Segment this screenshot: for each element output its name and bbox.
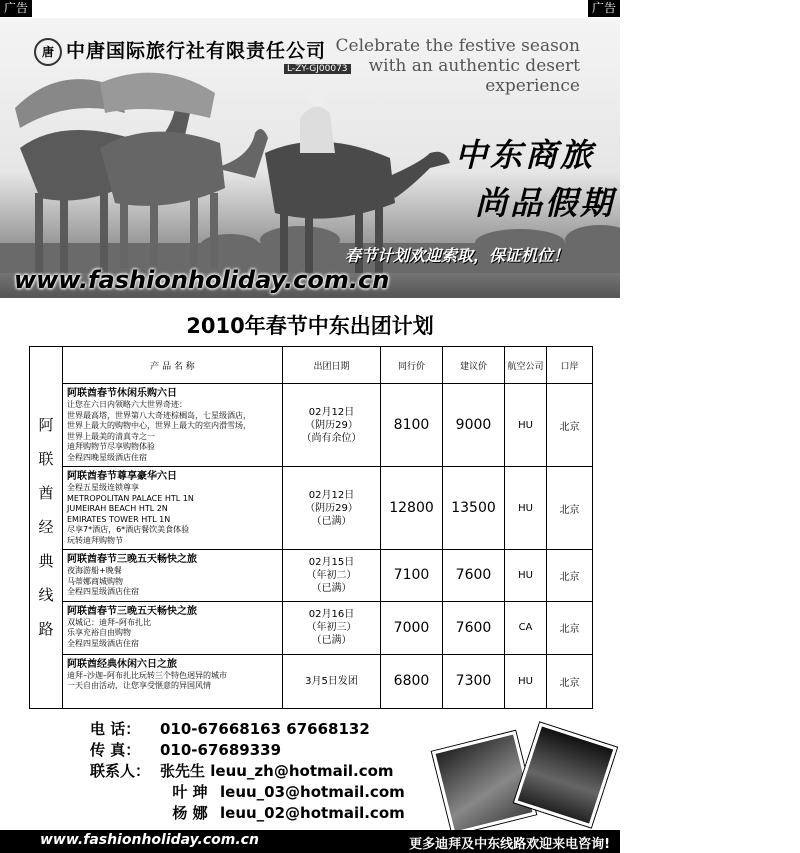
footer-note: 更多迪拜及中东线路欢迎来电咨询! (409, 837, 610, 852)
trade-price: 7000 (381, 601, 443, 654)
promo-callout: 春节计划欢迎索取，保证机位！ (345, 246, 570, 265)
departure-date: 02月12日 （阴历29） （尚有余位） (283, 384, 381, 467)
contact-email[interactable]: leuu_zh@hotmail.com (210, 762, 394, 780)
table-row (30, 550, 593, 602)
contact-label: 联系人： (90, 762, 151, 780)
hero-banner (0, 18, 620, 298)
product-cell: 阿联酋春节三晚五天畅快之旅 双城记：迪拜–阿布扎比 乐享充裕自由购物 全程四星级酒店住宿 (63, 601, 283, 654)
company-name: 中唐国际旅行社有限责任公司 (66, 40, 327, 62)
contact-person-row (90, 761, 405, 782)
col-header-suggested-price: 建议价 (443, 347, 505, 384)
contact-name: 杨 娜 (172, 804, 208, 822)
contact-email[interactable]: leuu_02@hotmail.com (220, 804, 405, 822)
phone-number[interactable]: 010-67668163 67668132 (160, 720, 370, 738)
trade-price: 6800 (381, 654, 443, 708)
suggested-price: 7300 (443, 654, 505, 708)
table-row (30, 654, 593, 708)
product-cell: 阿联酋春节尊享豪华六日 全程五星级连锁尊享 METROPOLITAN PALACE HTL 1N JUMEIRAH BEACH HTL 2N EMIRATES TOWER HTL 1N 尽享7*酒店，6*酒店餐饮美食体验 玩转迪拜购物节 (63, 467, 283, 550)
suggested-price: 7600 (443, 601, 505, 654)
port: 北京 (547, 654, 593, 708)
page-title: 2010年春节中东出团计划 (186, 314, 434, 338)
suggested-price: 7600 (443, 550, 505, 602)
footer-website[interactable]: www.fashionholiday.com.cn (40, 832, 259, 848)
tour-schedule-table (29, 346, 593, 709)
fax-number: 010-67689339 (160, 741, 282, 759)
product-cell: 阿联酋春节休闲乐购六日 让您在六日内领略六大世界奇迹： 世界最高塔，世界第八大奇迹棕榈岛，七星级酒店， 世界上最大的购物中心，世界上最大的室内滑雪场， 世界上最美的清真寺之一 迪拜购物节尽享购物体验 全程四晚星级酒店住宿 (63, 384, 283, 467)
english-slogan: Celebrate the festive season with an authentic desert experience (335, 36, 580, 96)
trade-price: 7100 (381, 550, 443, 602)
col-header-port: 口岸 (547, 347, 593, 384)
departure-date: 02月12日 （阴历29） （已满） (283, 467, 381, 550)
airline: HU (505, 467, 547, 550)
banner-website[interactable]: www.fashionholiday.com.cn (14, 266, 390, 294)
contact-info (90, 719, 405, 824)
airline: HU (505, 654, 547, 708)
license-number: L-ZY-GJ00073 (284, 64, 351, 74)
contact-person-row (90, 782, 405, 803)
airline: CA (505, 601, 547, 654)
footer-bar (0, 830, 620, 853)
col-header-trade-price: 同行价 (381, 347, 443, 384)
product-cell: 阿联酋经典休闲六日之旅 迪拜–沙迦–阿布扎比玩转三个特色迥异的城市 一天自由活动，让您享受惬意的异国风情 (63, 654, 283, 708)
contact-person-row (90, 803, 405, 824)
suggested-price: 9000 (443, 384, 505, 467)
col-header-product: 产 品 名 称 (63, 347, 283, 384)
col-header-airline: 航空公司 (505, 347, 547, 384)
calligraphy-line-1: 中东商旅 (455, 136, 596, 174)
port: 北京 (547, 550, 593, 602)
calligraphy-line-2: 尚品假期 (475, 184, 616, 222)
table-header-row (30, 347, 593, 384)
phone-row (90, 719, 405, 740)
port: 北京 (547, 601, 593, 654)
departure-date: 02月15日 （年初二） （已满） (283, 550, 381, 602)
contact-name: 叶 珅 (172, 783, 208, 801)
departure-date: 02月16日 （年初三） （已满） (283, 601, 381, 654)
airline: HU (505, 384, 547, 467)
suggested-price: 13500 (443, 467, 505, 550)
route-category-label: 阿 联 酋 经 典 线 路 (30, 347, 63, 709)
fax-row (90, 740, 405, 761)
port: 北京 (547, 384, 593, 467)
ad-tag-right: 广告 (588, 0, 620, 17)
trade-price: 8100 (381, 384, 443, 467)
fax-label: 传 真： (90, 741, 141, 759)
airline: HU (505, 550, 547, 602)
table-row (30, 601, 593, 654)
product-cell: 阿联酋春节三晚五天畅快之旅 夜海游船+晚餐 马蒂娜商城购物 全程四星级酒店住宿 (63, 550, 283, 602)
table-row (30, 384, 593, 467)
company-logo: 唐 (34, 38, 62, 66)
contact-email[interactable]: leuu_03@hotmail.com (220, 783, 405, 801)
ad-tag-left: 广告 (0, 0, 32, 17)
table-row (30, 467, 593, 550)
trade-price: 12800 (381, 467, 443, 550)
phone-label: 电 话： (90, 720, 141, 738)
col-header-date: 出团日期 (283, 347, 381, 384)
port: 北京 (547, 467, 593, 550)
contact-name: 张先生 (160, 762, 206, 780)
departure-date: 3月5日发团 (283, 654, 381, 708)
